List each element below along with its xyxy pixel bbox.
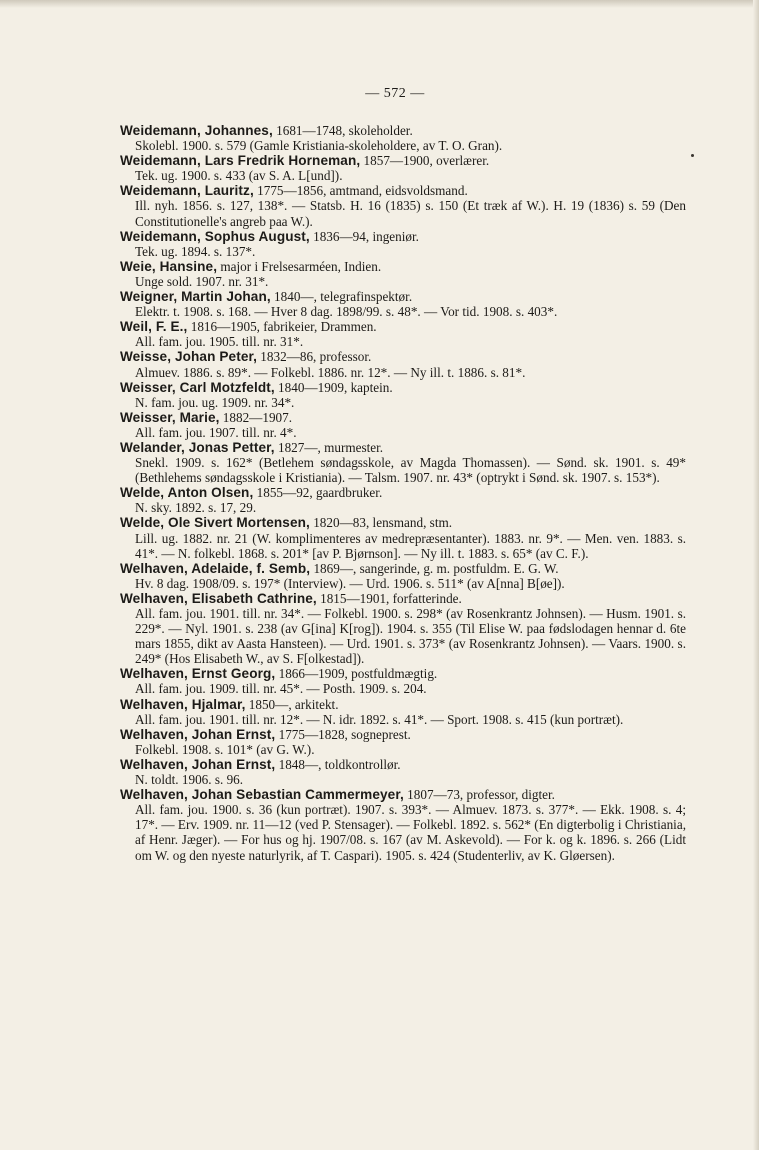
entry-description: 1840—1909, kaptein. [274,379,393,395]
bibliography-entry [120,440,686,485]
entry-description: 1807—73, professor, digter. [403,787,555,803]
bibliography-entry [120,349,686,379]
entry-description: 1832—86, professor. [257,349,372,365]
entry-list [120,123,686,863]
entry-description: 1827—, murmester. [274,439,384,455]
bibliography-entry [120,289,686,319]
bibliography-entry [120,183,686,228]
entry-description: 1815—1901, forfatterinde. [316,590,462,606]
bibliography-entry [120,591,686,666]
entry-description: 1850—, arkitekt. [245,696,339,712]
entry-references: Skolebl. 1900. s. 579 (Gamle Kristiania-skoleholdere, av T. O. Gran). [135,138,503,154]
entry-references: Tek. ug. 1894. s. 137*. [135,243,256,259]
entry-heading: Welde, Anton Olsen, [120,485,254,501]
bibliography-entry [120,380,686,410]
ink-speck [691,154,694,157]
entry-heading: Welhaven, Adelaide, f. Semb, [120,560,311,576]
entry-references: Snekl. 1909. s. 162* (Betlehem søndagsskole, av Magda Thomassen). — Sønd. sk. 1901. s. 49* (Bethlehems søndagsskole i Kristiania). — Talsm. 1907. nr. 43* (optrykt i Sønd. sk. 1907. s. 153*). [135,455,686,486]
entry-description: 1857—1900, overlærer. [360,153,490,169]
bibliography-entry [120,515,686,560]
bibliography-entry [120,561,686,591]
entry-heading: Weisser, Carl Motzfeldt, [120,379,275,395]
bibliography-entry [120,229,686,259]
entry-description: 1820—83, lensmand, stm. [309,515,453,531]
bibliography-entry [120,727,686,757]
entry-heading: Welhaven, Johan Ernst, [120,756,276,772]
bibliography-entry [120,697,686,727]
entry-description: 1816—1905, fabrikeier, Drammen. [187,319,377,335]
entry-heading: Weidemann, Sophus August, [120,228,310,244]
entry-references: All. fam. jou. 1909. till. nr. 45*. — Posth. 1909. s. 204. [135,681,427,697]
entry-references: Ill. nyh. 1856. s. 127, 138*. — Statsb. H. 16 (1835) s. 150 (Et træk af W.). H. 19 (1836) s. 59 (Den Constitutionelle's angreb paa W.). [135,198,686,229]
entry-description: 1775—1828, sogneprest. [275,726,411,742]
entry-references: All. fam. jou. 1907. till. nr. 4*. [135,424,297,440]
entry-references: All. fam. jou. 1905. till. nr. 31*. [135,334,304,350]
entry-heading: Weigner, Martin Johan, [120,289,271,305]
entry-heading: Welhaven, Ernst Georg, [120,666,276,682]
bibliography-entry [120,410,686,440]
entry-references: N. fam. jou. ug. 1909. nr. 34*. [135,394,295,410]
bibliography-entry [120,319,686,349]
entry-description: 1836—94, ingeniør. [309,228,419,244]
entry-description: 1848—, toldkontrollør. [275,756,401,772]
page-right-edge [753,0,759,1150]
entry-description: 1775—1856, amtmand, eidsvoldsmand. [253,183,468,199]
entry-references: Elektr. t. 1908. s. 168. — Hver 8 dag. 1898/99. s. 48*. — Vor tid. 1908. s. 403*. [135,304,558,320]
entry-description: 1866—1909, postfuldmægtig. [275,666,438,682]
bibliography-entry [120,666,686,696]
entry-heading: Weie, Hansine, [120,258,218,274]
entry-references: N. toldt. 1906. s. 96. [135,772,244,788]
entry-references: All. fam. jou. 1901. till. nr. 12*. — N. idr. 1892. s. 41*. — Sport. 1908. s. 415 (kun portræt). [135,711,624,727]
entry-heading: Weidemann, Lauritz, [120,183,254,199]
bibliography-entry [120,153,686,183]
entry-description: 1681—1748, skoleholder. [272,123,413,138]
entry-description: 1869—, sangerinde, g. m. postfuldm. E. G. W. [310,560,559,576]
page-number: — 572 — [365,86,425,101]
entry-heading: Weidemann, Lars Fredrik Horneman, [120,153,361,169]
entry-heading: Welander, Jonas Petter, [120,439,275,455]
entry-references: Almuev. 1886. s. 89*. — Folkebl. 1886. nr. 12*. — Ny ill. t. 1886. s. 81*. [135,364,526,380]
entry-description: 1882—1907. [219,409,293,425]
entry-references: Tek. ug. 1900. s. 433 (av S. A. L[und]). [135,168,343,184]
page-top-edge [0,0,759,8]
entry-heading: Welhaven, Elisabeth Cathrine, [120,590,317,606]
entry-heading: Welde, Ole Sivert Mortensen, [120,515,310,531]
entry-heading: Welhaven, Johan Sebastian Cammermeyer, [120,787,404,803]
entry-heading: Welhaven, Johan Ernst, [120,726,276,742]
entry-heading: Weisse, Johan Peter, [120,349,257,365]
entry-references: Folkebl. 1908. s. 101* (av G. W.). [135,741,315,757]
entry-references: Unge sold. 1907. nr. 31*. [135,273,269,289]
bibliography-entry [120,787,686,862]
entry-description: 1840—, telegrafinspektør. [270,289,413,305]
bibliography-entry [120,757,686,787]
entry-heading: Welhaven, Hjalmar, [120,696,246,712]
entry-heading: Weil, F. E., [120,319,188,335]
entry-heading: Weidemann, Johannes, [120,123,273,138]
bibliography-entry [120,259,686,289]
bibliography-entry [120,485,686,515]
entry-heading: Weisser, Marie, [120,409,220,425]
entry-references: All. fam. jou. 1900. s. 36 (kun portræt). 1907. s. 393*. — Almuev. 1873. s. 377*. — Ekk. 1908. s. 4; 17*. — Erv. 1909. nr. 11—12 (ved P. Stensager). — Folkebl. 1892. s. 562* (En digterbolig i Christiania, af Henr. Jæger). — For hus og hj. 1907/08. s. 167 (av M. Askevold). — For k. og k. 1896. s. 266 (Lidt om W. og den nyeste naturlyrik, af T. Caspari). 1905. s. 424 (Studenterliv, av K. Gløersen). [135,802,686,863]
bibliography-entry [120,123,686,153]
entry-references: Lill. ug. 1882. nr. 21 (W. komplimenteres av medrepræsentanter). 1883. nr. 9*. — Men. ven. 1883. s. 41*. — N. folkebl. 1868. s. 201* [av P. Bjørnson]. — Ny ill. t. 1883. s. 65* (av C. F.). [135,530,686,561]
entry-description: 1855—92, gaardbruker. [253,485,383,501]
entry-description: major i Frelsesarméen, Indien. [217,258,382,274]
entry-references: N. sky. 1892. s. 17, 29. [135,500,257,516]
entry-references: All. fam. jou. 1901. till. nr. 34*. — Folkebl. 1900. s. 298* (av Rosenkrantz Johnsen). — Husm. 1901. s. 229*. — Nyl. 1901. s. 238 (av G[ina] K[rog]). 1904. s. 355 (Til Elise W. paa fødslodagen hennar d. 6te mars 1855, dikt av Aasta Hansteen). — Urd. 1901. s. 373* (av Rosenkrantz Johnsen). — Vaars. 1900. s. 249* (Hos Elisabeth W., av S. F[olkestad]). [135,606,686,667]
entry-references: Hv. 8 dag. 1908/09. s. 197* (Interview). — Urd. 1906. s. 511* (av A[nna] B[øe]). [135,575,565,591]
